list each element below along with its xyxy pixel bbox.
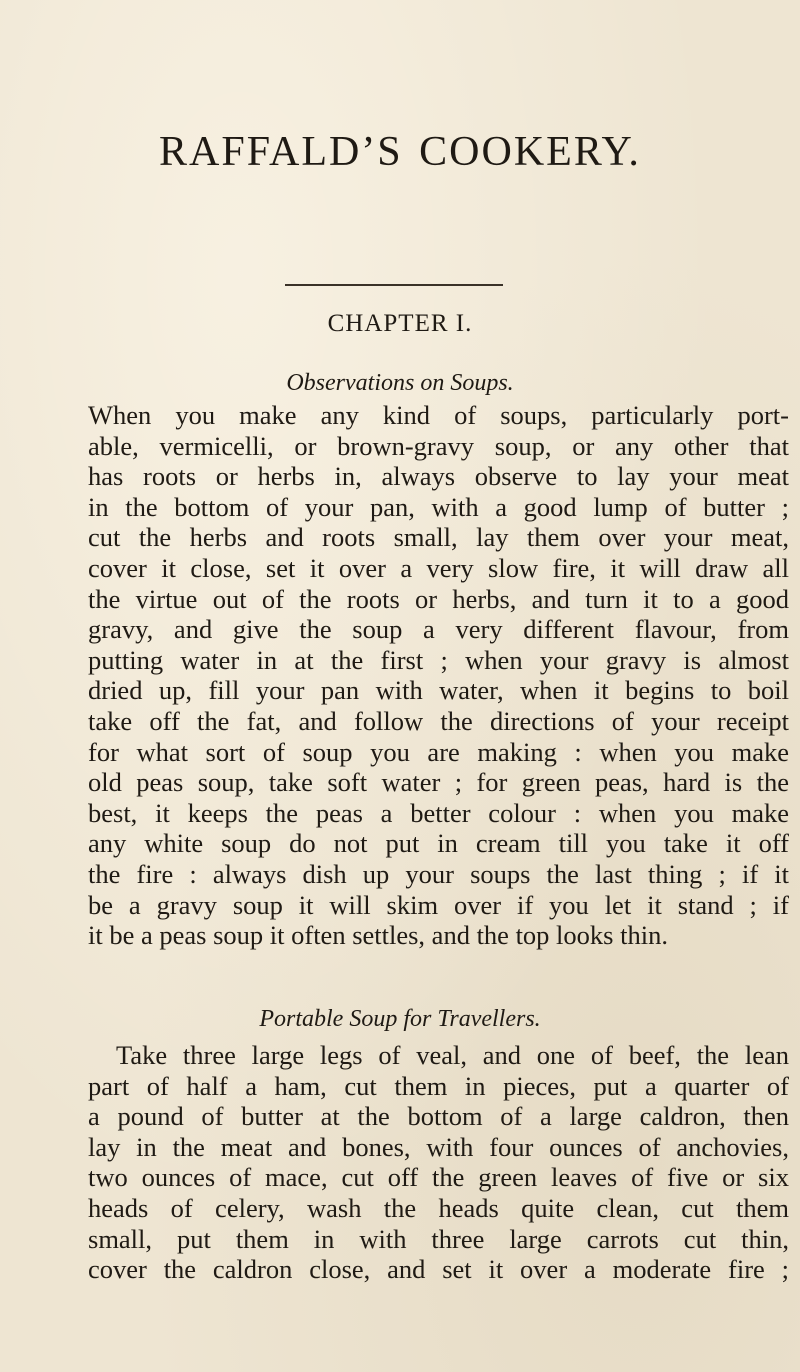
text-line: for what sort of soup you are making : when you make xyxy=(88,736,789,767)
text-line: able, vermicelli, or brown-gravy soup, or any other that xyxy=(88,430,789,461)
chapter-heading: CHAPTER I. xyxy=(327,310,473,337)
section-title-observations: Observations on Soups. xyxy=(286,370,514,396)
section-body-observations xyxy=(88,400,789,951)
running-head: RAFFALD’S COOKERY. xyxy=(159,129,641,175)
text-line: any white soup do not put in cream till you take it off xyxy=(88,828,789,859)
text-line: putting water in at the first ; when your gravy is almost xyxy=(88,644,789,675)
chapter-rule xyxy=(285,284,503,286)
text-line: When you make any kind of soups, particularly port- xyxy=(88,400,789,430)
text-line: dried up, fill your pan with water, when it begins to boil xyxy=(88,675,789,706)
text-line: two ounces of mace, cut off the green leaves of five or six xyxy=(88,1162,789,1193)
section-body-portable-soup xyxy=(88,1040,789,1285)
text-line: Take three large legs of veal, and one of beef, the lean xyxy=(116,1040,789,1070)
text-line: small, put them in with three large carrots cut thin, xyxy=(88,1223,789,1254)
text-line: has roots or herbs in, always observe to lay your meat xyxy=(88,461,789,492)
text-line: best, it keeps the peas a better colour : when you make xyxy=(88,797,789,828)
text-line: part of half a ham, cut them in pieces, put a quarter of xyxy=(88,1070,789,1101)
text-line: a pound of butter at the bottom of a large caldron, then xyxy=(88,1101,789,1132)
text-line: cover the caldron close, and set it over a moderate fire ; xyxy=(88,1254,789,1285)
text-line: old peas soup, take soft water ; for green peas, hard is the xyxy=(88,767,789,798)
text-line: heads of celery, wash the heads quite clean, cut them xyxy=(88,1192,789,1223)
text-line: be a gravy soup it will skim over if you let it stand ; if xyxy=(88,889,789,920)
text-line: cut the herbs and roots small, lay them over your meat, xyxy=(88,522,789,553)
text-line: it be a peas soup it often settles, and the top looks thin. xyxy=(88,920,668,951)
text-line: gravy, and give the soup a very different flavour, from xyxy=(88,614,789,645)
text-line: the virtue out of the roots or herbs, and turn it to a good xyxy=(88,583,789,614)
text-line: take off the fat, and follow the directions of your receipt xyxy=(88,705,789,736)
text-line: in the bottom of your pan, with a good lump of butter ; xyxy=(88,491,789,522)
text-line: cover it close, set it over a very slow fire, it will draw all xyxy=(88,552,789,583)
text-line: the fire : always dish up your soups the last thing ; if it xyxy=(88,858,789,889)
text-line: lay in the meat and bones, with four ounces of anchovies, xyxy=(88,1131,789,1162)
section-title-portable-soup: Portable Soup for Travellers. xyxy=(259,1006,541,1032)
